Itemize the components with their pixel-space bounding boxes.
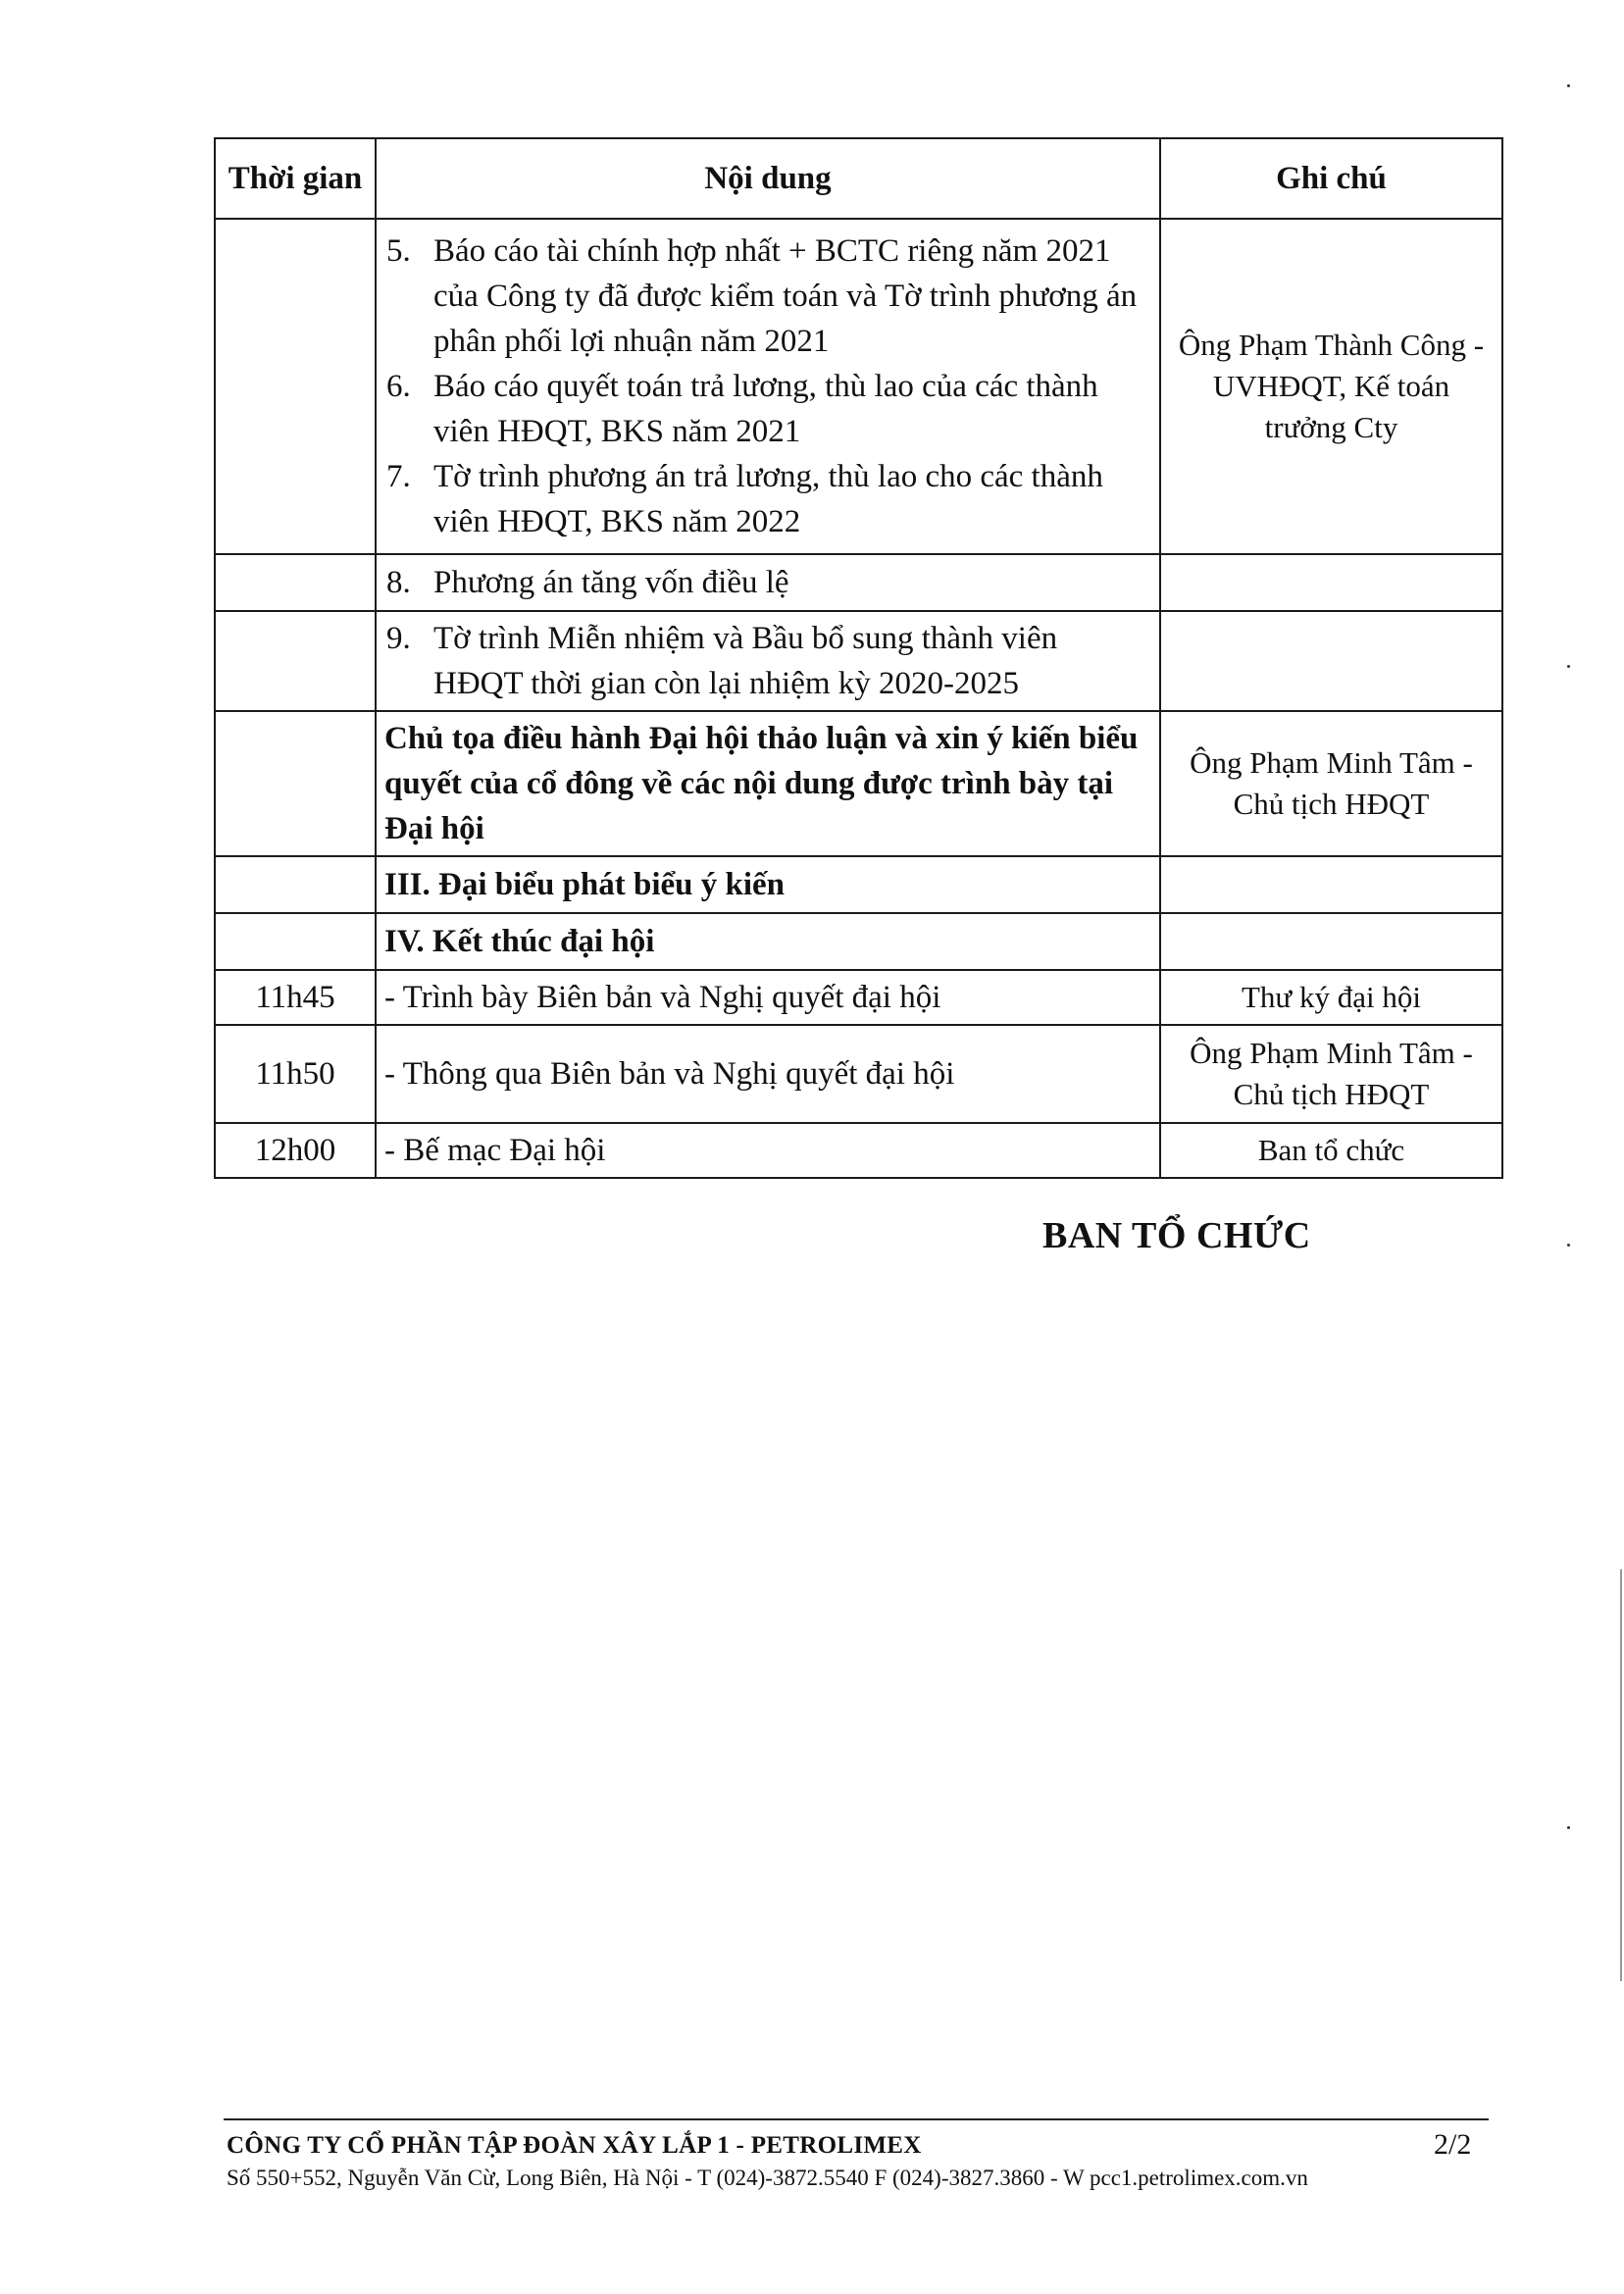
- content-cell: [376, 554, 1160, 611]
- table-row: [215, 711, 1502, 856]
- signature-block: BAN TỔ CHỨC: [1042, 1215, 1311, 1256]
- time-cell: 11h45: [215, 970, 376, 1025]
- table-row: [215, 611, 1502, 711]
- scan-speck: [1567, 84, 1570, 87]
- note-cell: [1160, 611, 1502, 711]
- note-cell: [1160, 554, 1502, 611]
- page-number: 2/2: [1434, 2128, 1472, 2161]
- note-cell: Ông Phạm Thành Công - UVHĐQT, Kế toán trưởng Cty: [1160, 219, 1502, 554]
- list-item: [384, 560, 1151, 605]
- content-cell: - Trình bày Biên bản và Nghị quyết đại hội: [376, 970, 1160, 1025]
- content-cell: [376, 611, 1160, 711]
- note-cell: [1160, 913, 1502, 970]
- footer-address: Số 550+552, Nguyễn Văn Cừ, Long Biên, Hà Nội - T (024)-3872.5540 F (024)-3827.3860 - W pcc1.petrolimex.com.vn: [227, 2166, 1308, 2190]
- header-time: Thời gian: [215, 138, 376, 219]
- list-item: [384, 364, 1151, 454]
- section-heading: III. Đại biểu phát biểu ý kiến: [376, 856, 1160, 913]
- item-text: Báo cáo quyết toán trả lương, thù lao của các thành viên HĐQT, BKS năm 2021: [433, 369, 1098, 449]
- table-row: [215, 970, 1502, 1025]
- scan-speck: [1567, 1826, 1570, 1829]
- content-cell: Chủ tọa điều hành Đại hội thảo luận và xin ý kiến biểu quyết của cổ đông về các nội dung được trình bày tại Đại hội: [376, 711, 1160, 856]
- table-header-row: [215, 138, 1502, 219]
- time-cell: [215, 711, 376, 856]
- agenda-item-list: [384, 560, 1151, 605]
- item-number: 7.: [386, 459, 411, 494]
- content-cell: - Bế mạc Đại hội: [376, 1123, 1160, 1178]
- agenda-item-list: [384, 616, 1151, 706]
- note-cell: Thư ký đại hội: [1160, 970, 1502, 1025]
- footer-company-name: CÔNG TY CỔ PHẦN TẬP ĐOÀN XÂY LẮP 1 - PETROLIMEX: [227, 2132, 922, 2159]
- item-text: Tờ trình phương án trả lương, thù lao cho các thành viên HĐQT, BKS năm 2022: [433, 459, 1103, 539]
- scan-edge-line: [1620, 1569, 1622, 1981]
- content-cell: [376, 219, 1160, 554]
- table-row: [215, 1123, 1502, 1178]
- scan-speck: [1567, 665, 1570, 668]
- table-row: [215, 219, 1502, 554]
- item-number: 6.: [386, 369, 411, 404]
- footer-divider: [224, 2118, 1489, 2120]
- note-cell: Ban tổ chức: [1160, 1123, 1502, 1178]
- time-cell: [215, 913, 376, 970]
- content-cell: - Thông qua Biên bản và Nghị quyết đại hội: [376, 1025, 1160, 1123]
- table-row: [215, 554, 1502, 611]
- agenda-table: [214, 137, 1503, 1179]
- item-number: 8.: [386, 565, 411, 600]
- table-row: [215, 856, 1502, 913]
- time-cell: 12h00: [215, 1123, 376, 1178]
- time-cell: [215, 856, 376, 913]
- list-item: [384, 616, 1151, 706]
- section-heading: IV. Kết thúc đại hội: [376, 913, 1160, 970]
- note-cell: Ông Phạm Minh Tâm - Chủ tịch HĐQT: [1160, 711, 1502, 856]
- list-item: [384, 454, 1151, 544]
- table-row: [215, 913, 1502, 970]
- time-cell: [215, 219, 376, 554]
- agenda-item-list: [384, 229, 1151, 544]
- item-text: Phương án tăng vốn điều lệ: [433, 565, 789, 600]
- list-item: [384, 229, 1151, 364]
- item-number: 9.: [386, 621, 411, 656]
- note-cell: Ông Phạm Minh Tâm - Chủ tịch HĐQT: [1160, 1025, 1502, 1123]
- header-note: Ghi chú: [1160, 138, 1502, 219]
- note-cell: [1160, 856, 1502, 913]
- item-text: Báo cáo tài chính hợp nhất + BCTC riêng năm 2021 của Công ty đã được kiểm toán và Tờ trình phương án phân phối lợi nhuận năm 2021: [433, 233, 1138, 359]
- time-cell: [215, 611, 376, 711]
- table-row: [215, 1025, 1502, 1123]
- time-cell: 11h50: [215, 1025, 376, 1123]
- header-content: Nội dung: [376, 138, 1160, 219]
- item-text: Tờ trình Miễn nhiệm và Bầu bổ sung thành viên HĐQT thời gian còn lại nhiệm kỳ 2020-2025: [433, 621, 1058, 701]
- item-number: 5.: [386, 233, 411, 269]
- time-cell: [215, 554, 376, 611]
- scan-speck: [1567, 1244, 1570, 1247]
